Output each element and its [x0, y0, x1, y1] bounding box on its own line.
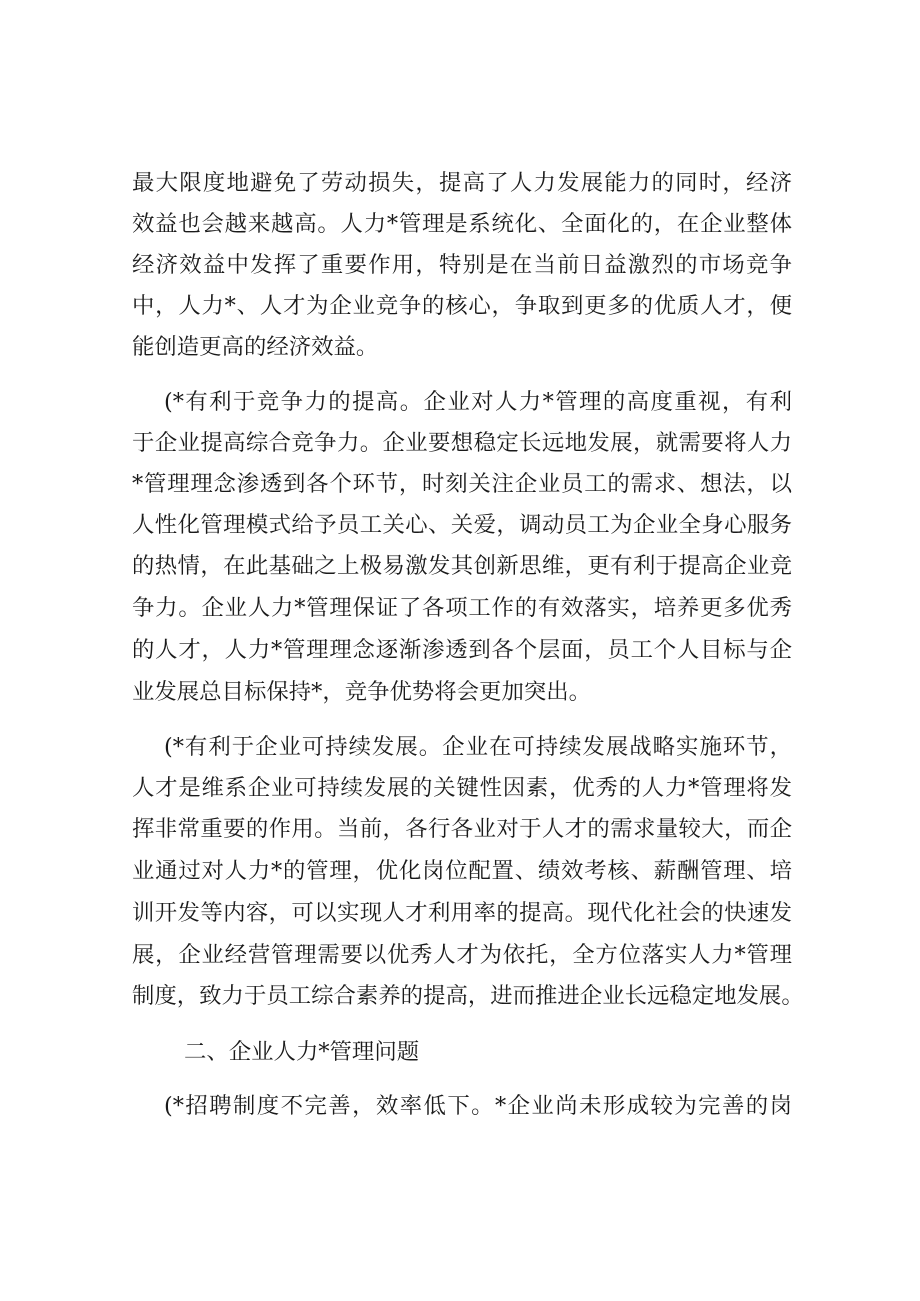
paragraph-3-line-2: 人才是维系企业可持续发展的关键性因素，优秀的人力*管理将发	[132, 775, 792, 801]
paragraph-3-line-7: 制度，致力于员工综合素养的提高，进而推进企业长远稳定地发展。	[132, 983, 804, 1009]
paragraph-1-line-5: 能创造更高的经济效益。	[132, 334, 379, 360]
paragraph-1-line-3: 经济效益中发挥了重要作用，特别是在当前日益激烈的市场竞争	[132, 252, 792, 278]
paragraph-2-line-2: 于企业提高综合竞争力。企业要想稳定长远地发展，就需要将人力	[132, 430, 792, 456]
paragraph-3-line-4: 业通过对人力*的管理，优化岗位配置、绩效考核、薪酬管理、培	[132, 858, 792, 884]
paragraph-2-line-3: *管理理念渗透到各个环节，时刻关注企业员工的需求、想法，以	[132, 471, 792, 497]
paragraph-2-line-8: 业发展总目标保持*，竞争优势将会更加突出。	[132, 679, 592, 705]
paragraph-2-line-5: 的热情，在此基础之上极易激发其创新思维，更有利于提高企业竞	[132, 553, 792, 579]
paragraph-2-line-4: 人性化管理模式给予员工关心、关爱，调动员工为企业全身心服务	[132, 512, 792, 538]
paragraph-3-line-3: 挥非常重要的作用。当前，各行各业对于人才的需求量较大，而企	[132, 816, 792, 842]
paragraph-3-line-5: 训开发等内容，可以实现人才利用率的提高。现代化社会的快速发	[132, 900, 792, 926]
section-heading: 二、企业人力*管理问题	[184, 1039, 420, 1065]
paragraph-3-line-6: 展，企业经营管理需要以优秀人才为依托，全方位落实人力*管理	[132, 942, 792, 968]
paragraph-2-line-1: (*有利于竞争力的提高。企业对人力*管理的高度重视，有利	[164, 389, 792, 415]
paragraph-1-line-4: 中，人力*、人才为企业竞争的核心，争取到更多的优质人才，便	[132, 293, 792, 319]
paragraph-3-line-1: (*有利于企业可持续发展。企业在可持续发展战略实施环节，	[164, 734, 792, 760]
paragraph-4-line-1: (*招聘制度不完善，效率低下。*企业尚未形成较为完善的岗	[164, 1093, 792, 1119]
paragraph-2-line-7: 的人才，人力*管理理念逐渐渗透到各个层面，员工个人目标与企	[132, 637, 792, 663]
paragraph-1-line-1: 最大限度地避免了劳动损失，提高了人力发展能力的同时，经济	[132, 170, 792, 196]
paragraph-1-line-2: 效益也会越来越高。人力*管理是系统化、全面化的，在企业整体	[132, 211, 792, 237]
paragraph-2-line-6: 争力。企业人力*管理保证了各项工作的有效落实，培养更多优秀	[132, 595, 792, 621]
